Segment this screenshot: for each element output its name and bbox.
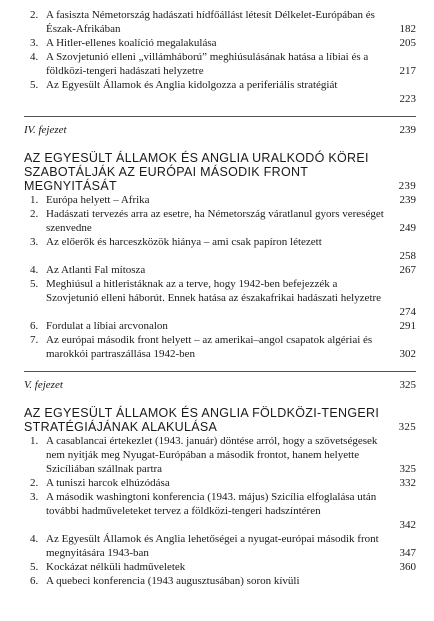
toc-entry [24, 207, 416, 235]
entry-title: Európa helyett – Afrika [46, 194, 150, 206]
entry-page: 325 [399, 463, 416, 475]
entry-title: Az európai második front helyett – az amerikai–angol csapatok algériai és marokkói partraszállása 1942-ben [46, 334, 373, 360]
chapter-page: 239 [399, 124, 416, 136]
entry-title: Kockázat nélküli hadműveletek [46, 561, 186, 573]
entry-title: Meghiúsul a hitleristáknak az a terve, hogy 1942-ben befejezzék a Szovjetunió elleni háborút. Ennek hatása az északafrikai hadászati helyzetre [46, 278, 382, 304]
toc-entry [24, 560, 416, 574]
chapter-title: AZ EGYESÜLT ÁLLAMOK ÉS ANGLIA FÖLDKÖZI-TENGERI STRATÉGIÁJÁNAK ALAKULÁSA [24, 406, 380, 434]
entry-number: 4. [30, 264, 39, 276]
entry-number: 6. [30, 320, 39, 332]
entry-title: Az Atlanti Fal mítosza [46, 264, 146, 276]
entry-title: A quebeci konferencia (1943 augusztusában) soron kívüli [46, 575, 300, 587]
toc-entry [24, 36, 416, 50]
entry-page: 182 [399, 23, 416, 35]
toc-entry [24, 193, 416, 207]
toc-entry [24, 263, 416, 277]
entry-page: 347 [399, 547, 416, 559]
chapter-label: IV. fejezet [24, 124, 67, 136]
entry-page: 360 [399, 561, 416, 573]
toc-entry [24, 434, 416, 476]
chapter-5-label-row [24, 371, 416, 392]
toc-entry [24, 319, 416, 333]
chapter-4-list [24, 193, 416, 361]
entry-number: 3. [30, 37, 39, 49]
toc-entry [24, 476, 416, 490]
entry-number: 6. [30, 575, 39, 587]
entry-page: 342 [399, 519, 416, 531]
entry-title: A második washingtoni konferencia (1943. május) Szicília elfoglalása után további hadműveleteket tervez a földközi-tengeri hadszíntéren [46, 491, 377, 517]
chapter-4-label-row [24, 116, 416, 137]
entry-number: 4. [30, 533, 39, 545]
entry-number: 1. [30, 194, 39, 206]
entry-page: 249 [399, 222, 416, 234]
entry-number: 2. [30, 208, 39, 220]
entry-title: A Szovjetunió elleni „villámháború” meghiúsulásának hatása a líbiai és a földközi-tengeri hadászati helyzetre [46, 51, 369, 77]
toc-entry [24, 574, 416, 588]
entry-number: 7. [30, 334, 39, 346]
entry-page: 223 [399, 93, 416, 105]
chapter-5-list [24, 434, 416, 588]
entry-number: 5. [30, 278, 39, 290]
entry-title: A Hitler-ellenes koalíció megalakulása [46, 37, 217, 49]
toc-entry [24, 8, 416, 36]
chapter-title-page: 239 [398, 180, 416, 192]
entry-number: 5. [30, 561, 39, 573]
entry-title: A casablancai értekezlet (1943. január) döntése arról, hogy a szövetségesek nem nyitják meg Nyugat-Európában a második frontot, hanem helyette Szicíliában szállnak partra [46, 435, 378, 475]
toc-entry [24, 50, 416, 78]
section-a-list [24, 8, 416, 106]
entry-page: 258 [399, 250, 416, 262]
entry-page: 267 [399, 264, 416, 276]
chapter-5-title [24, 406, 416, 434]
entry-number: 1. [30, 435, 39, 447]
chapter-title: AZ EGYESÜLT ÁLLAMOK ÉS ANGLIA URALKODÓ KÖREI SZABOTÁLJÁK AZ EURÓPAI MÁSODIK FRONT MEGNYITÁSÁT [24, 151, 369, 193]
entry-title: Az Egyesült Államok és Anglia lehetőségei a nyugat-európai második front megnyitására 1943-ban [46, 533, 379, 559]
entry-title: A tuniszi harcok elhúzódása [46, 477, 170, 489]
entry-title: Hadászati tervezés arra az esetre, ha Németország váratlanul gyors vereséget szenvedne [46, 208, 384, 234]
entry-number: 3. [30, 491, 39, 503]
entry-title: A fasiszta Németország hadászati hídfőállást létesít Délkelet-Európában és Észak-Afrikában [46, 9, 375, 35]
toc-entry [24, 333, 416, 361]
chapter-page: 325 [399, 379, 416, 391]
toc-entry [24, 532, 416, 560]
toc-entry [24, 277, 416, 319]
entry-number: 5. [30, 79, 39, 91]
entry-title: Az előerők és harceszközök hiánya – ami csak papíron létezett [46, 236, 322, 248]
chapter-4-title [24, 151, 416, 193]
toc-entry [24, 490, 416, 532]
entry-page: 205 [399, 37, 416, 49]
entry-number: 4. [30, 51, 39, 63]
entry-page: 302 [399, 348, 416, 360]
table-of-contents [24, 8, 416, 588]
entry-title: Fordulat a líbiai arcvonalon [46, 320, 168, 332]
entry-page: 274 [399, 306, 416, 318]
entry-number: 2. [30, 9, 39, 21]
toc-entry [24, 235, 416, 263]
chapter-title-page: 325 [398, 421, 416, 433]
chapter-label: V. fejezet [24, 379, 63, 391]
entry-title: Az Egyesült Államok és Anglia kidolgozza a periferiális stratégiát [46, 79, 338, 91]
entry-page: 332 [399, 477, 416, 489]
entry-page: 239 [399, 194, 416, 206]
entry-page: 291 [399, 320, 416, 332]
entry-number: 3. [30, 236, 39, 248]
entry-page: 217 [399, 65, 416, 77]
entry-number: 2. [30, 477, 39, 489]
toc-entry [24, 78, 416, 106]
